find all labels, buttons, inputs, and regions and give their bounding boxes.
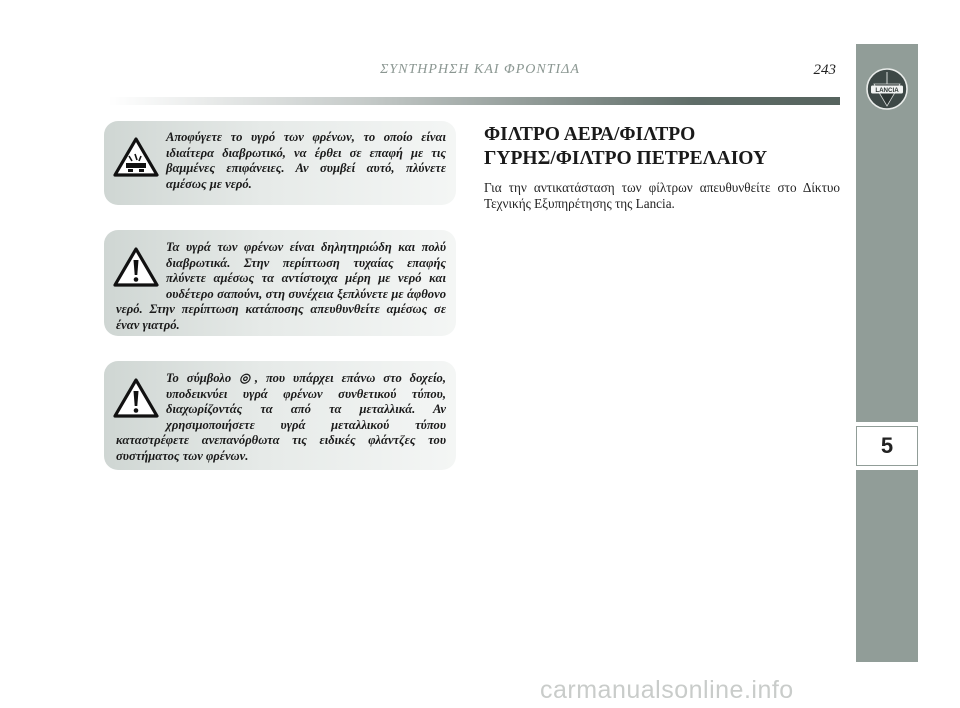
running-header: ΣΥΝΤΗΡΗΣΗ ΚΑΙ ΦΡΟΝΤΙΔΑ bbox=[380, 62, 580, 77]
watermark: carmanualsonline.info bbox=[540, 676, 794, 704]
warning-text: Τα υγρά των φρένων είναι δηλητηριώδη και πολύ διαβρωτικά. Στην περίπτωση τυχαίας επαφής πλύνετε αμέσως τα αντίστοιχα μέρη με νερό και ουδέτερο σαπούνι, στη συνέχεια ξεπλύνετε με άφθονο νερό. Στην περίπτωση κατάποσης απευθυνθείτε αμέσως σε έναν γιατρό. bbox=[116, 240, 446, 332]
warning-text: Το σύμβολο ◎, που υπάρχει επάνω στο δοχείο, υποδεικνύει υγρά φρένων συνθετικού τύπου, διαχωρίζοντάς τα από τα μεταλλικά. Αν χρησιμοποιήσετε υγρά μεταλλικού τύπου καταστρέφετε ανεπανόρθωτα τις ειδικές φλάντζες του συστήματος των φρένων. bbox=[116, 371, 446, 463]
header-rule bbox=[108, 97, 840, 105]
warning-box-toxic bbox=[104, 230, 456, 336]
chapter-tab: 5 bbox=[856, 426, 918, 466]
lancia-logo-icon bbox=[866, 68, 908, 110]
warning-box-synthetic-fluid bbox=[104, 361, 456, 470]
warning-box-corrosive bbox=[104, 121, 456, 205]
corrosive-hazard-icon bbox=[112, 136, 160, 178]
section-title bbox=[484, 123, 844, 171]
section-body: Για την αντικατάσταση των φίλτρων απευθυνθείτε στο Δίκτυο Τεχνικής Εξυπηρέτησης της Lancia. bbox=[484, 180, 840, 211]
warning-text: Αποφύγετε το υγρό των φρένων, το οποίο είναι ιδιαίτερα διαβρωτικό, να έρθει σε επαφή με τις βαμμένες επιφάνειες. Αν συμβεί αυτό, πλύνετε αμέσως με νερό. bbox=[166, 130, 446, 191]
side-tab-bottom bbox=[856, 470, 918, 662]
section-title-line1: ΦΙΛΤΡΟ ΑΕΡΑ/ΦΙΛΤΡΟ bbox=[484, 124, 696, 145]
section-title-line2: ΓΥΡΗΣ/ΦΙΛΤΡΟ ΠΕΤΡΕΛΑΙΟΥ bbox=[484, 148, 768, 169]
logo-text: LANCIA bbox=[875, 87, 899, 94]
warning-icon bbox=[112, 246, 160, 288]
warning-icon bbox=[112, 377, 160, 419]
page-number: 243 bbox=[813, 62, 836, 78]
